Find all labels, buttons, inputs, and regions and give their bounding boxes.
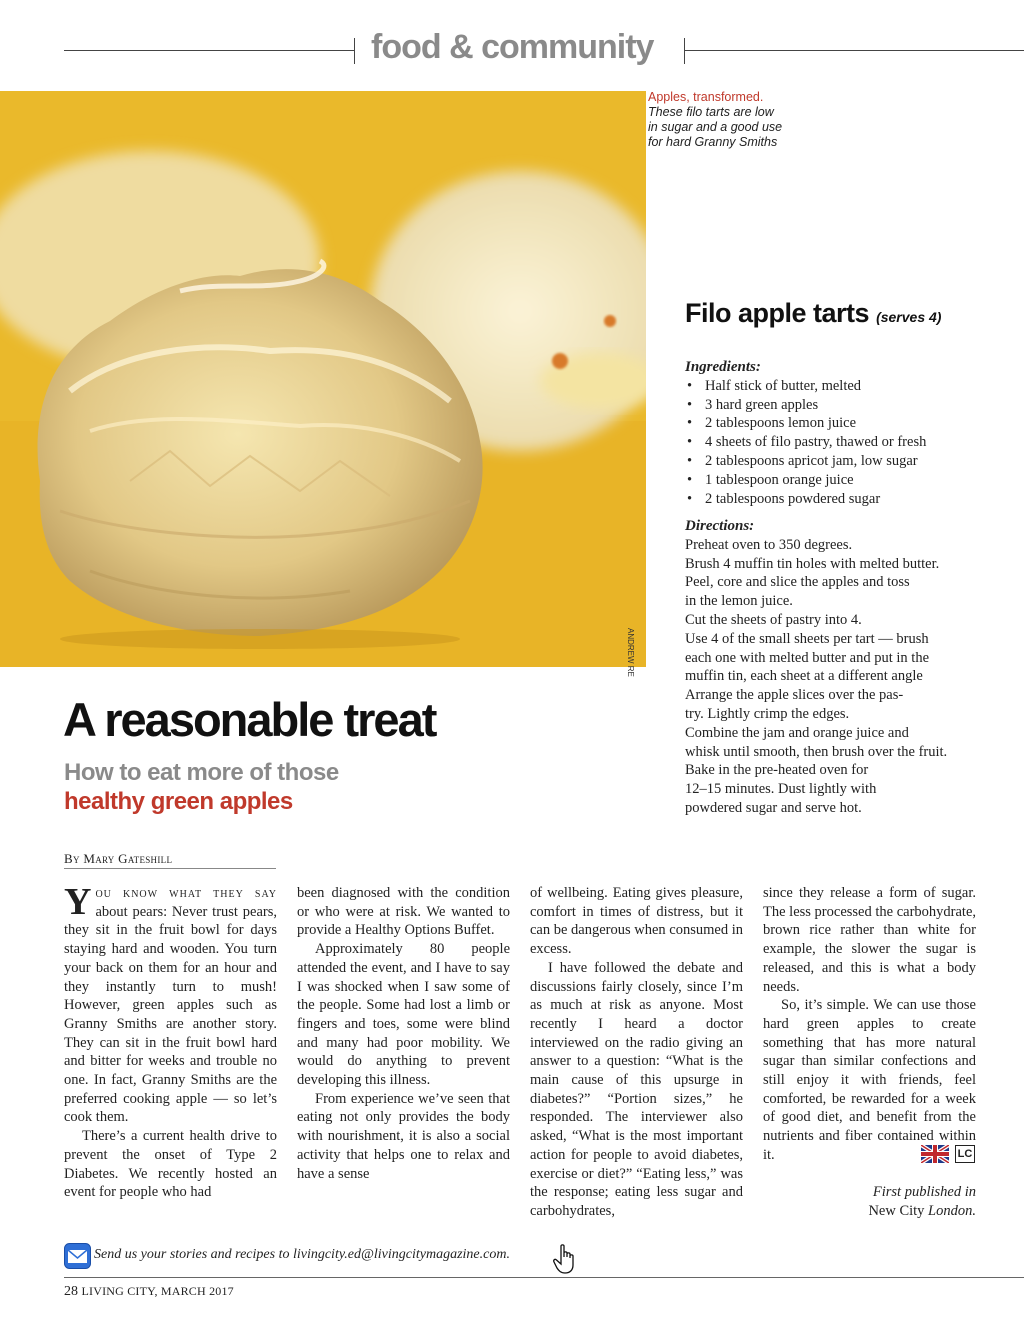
tart-illustration [0, 91, 646, 667]
paragraph: There’s a current health drive to prevent the onset of Type 2 Diabetes. We recently hosted an event for people who had [64, 1128, 277, 1201]
header-rule-left [64, 50, 354, 51]
paragraph [64, 881, 277, 1127]
caption-line: in sugar and a good use [648, 120, 783, 134]
section-title: food & community [371, 28, 654, 66]
header-tick-right [684, 38, 685, 64]
footer-rule [64, 1277, 1024, 1278]
lc-end-mark: LC [955, 1145, 975, 1163]
ingredients-heading: Ingredients: [685, 359, 761, 375]
paragraph: Approximately 80 people attended the event, and I have to say I was shocked when I saw some of the people. Some had lost a limb or fingers and toes, some were blind and many had poor mobility. We would do anything to prevent developing this illness. [297, 941, 510, 1089]
paragraph: So, it’s simple. We can use those hard green apples to create something that has more natural sugar than similar confections and still enjoy it with friends, feel comforted, be rewarded for a week of good diet, and benefit from the nutrients and fiber contained within it. [763, 997, 976, 1163]
ingredient-item: • Half stick of butter, melted [705, 377, 985, 396]
byline-author: Mary Gateshill [83, 851, 173, 866]
direction-line: Cut the sheets of pastry into 4. [685, 611, 862, 628]
recipe-serves: (serves 4) [876, 309, 942, 325]
direction-line: Bake in the pre-heated oven for [685, 762, 869, 779]
byline [64, 851, 172, 867]
paragraph: I have followed the debate and discussions fairly closely, since I’m as much at risk as anyone. Most recently I heard a doctor interviewed on the radio giving an answer to a question: “What is the main cause of this upsurge in diabetes?” “Portion sizes,” he responded. The interviewer also asked, “What is the most important action for people to avoid diabetes, exercise or diet?” “Eating less,” was the response; eating less sugar and carbohydrates, [530, 959, 743, 1219]
paragraph: been diagnosed with the condition or who were at risk. We wanted to provide a Healthy Options Buffet. [297, 885, 510, 939]
body-column-2 [297, 884, 510, 1183]
paragraph: of wellbeing. Eating gives pleasure, comfort in times of distress, but it can be dangerous when consumed in excess. [530, 885, 744, 958]
ingredient-item: • 1 tablespoon orange juice [705, 471, 985, 490]
paragraph: From experience we’ve seen that eating not only provides the body with nourishment, it is also a social activity that helps one to relax and have a sense [297, 1090, 510, 1182]
direction-line: in the lemon juice. [685, 593, 793, 610]
body-column-3 [530, 884, 743, 1221]
directions-heading: Directions: [685, 518, 755, 534]
first-published-city: London. [928, 1203, 976, 1219]
photo-credit: ANDREW RE [626, 628, 635, 677]
header-rule-right [684, 50, 1024, 51]
hand-pointer-icon [553, 1244, 579, 1274]
recipe-name: Filo apple tarts [685, 298, 870, 328]
direction-line: powdered sugar and serve hot. [685, 799, 862, 816]
caption-line: These filo tarts are low [648, 105, 774, 119]
directions-block [685, 517, 985, 818]
recipe-title [685, 298, 941, 329]
direction-line: Arrange the apple slices over the pas- [685, 687, 904, 704]
photo-caption [648, 90, 818, 150]
article-deck-line1: How to eat more of those [64, 759, 339, 786]
caption-line: for hard Granny Smiths [648, 135, 778, 149]
page-number: 28 [64, 1284, 78, 1299]
submission-link[interactable]: Send us your stories and recipes to livingcity.ed@livingcitymagazine.com. [94, 1247, 510, 1262]
lead-in: ou know what they say [95, 885, 277, 901]
mail-icon[interactable] [64, 1243, 91, 1269]
page-footer [64, 1284, 234, 1300]
body-column-1 [64, 881, 277, 1202]
uk-flag-icon [921, 1145, 949, 1163]
magazine-issue: LIVING CITY, MARCH 2017 [81, 1284, 234, 1298]
direction-line: Use 4 of the small sheets per tart — brush [685, 630, 929, 647]
body-column-4 [763, 884, 976, 1165]
direction-line: muffin tin, each sheet at a different angle [685, 668, 923, 685]
byline-by: By [64, 851, 80, 866]
ingredient-item: • 2 tablespoons apricot jam, low sugar [705, 452, 985, 471]
direction-line: Brush 4 muffin tin holes with melted butter. [685, 555, 940, 572]
byline-rule [64, 868, 276, 869]
first-published-label: First published in [872, 1184, 976, 1200]
direction-line: Combine the jam and orange juice and [685, 724, 909, 741]
first-published-place: New City [868, 1203, 925, 1219]
direction-line: whisk until smooth, then brush over the fruit. [685, 743, 948, 760]
ingredient-item: • 3 hard green apples [705, 396, 985, 415]
direction-line: each one with melted butter and put in the [685, 649, 930, 666]
ingredient-item: • 4 sheets of filo pastry, thawed or fresh [705, 433, 985, 452]
direction-line: try. Lightly crimp the edges. [685, 705, 850, 722]
first-published-note [780, 1183, 976, 1221]
header-tick-left [354, 38, 355, 64]
direction-line: Peel, core and slice the apples and toss [685, 574, 910, 591]
ingredient-item: • 2 tablespoons lemon juice [705, 414, 985, 433]
ingredient-item: • 2 tablespoons powdered sugar [705, 490, 985, 509]
end-marks [921, 1145, 975, 1163]
ingredients-list [685, 377, 985, 509]
tart-photo [0, 91, 646, 667]
direction-line: 12–15 minutes. Dust lightly with [685, 781, 877, 798]
caption-highlight: Apples, transformed. [648, 90, 764, 104]
paragraph-text: about pears: Never trust pears, they sit in the fruit bowl for days staying hard and wooden. You turn your back on them for an hour and they instantly turn to mush! However, green apples such as Granny Smiths are another story. They can sit in the fruit bowl hard and bitter for weeks and trouble no one. In fact, Granny Smiths are the preferred cooking apple — so let’s cook them. [64, 903, 277, 1126]
drop-cap: Y [64, 881, 92, 923]
paragraph: since they release a form of sugar. The less processed the carbohydrate, brown rice rather than white for example, the slower the sugar is released, and this is what a body needs. [763, 885, 976, 995]
ingredients-block [685, 358, 985, 508]
direction-line: Preheat oven to 350 degrees. [685, 536, 853, 553]
article-headline: A reasonable treat [63, 693, 436, 746]
article-deck-line2: healthy green apples [64, 788, 293, 815]
